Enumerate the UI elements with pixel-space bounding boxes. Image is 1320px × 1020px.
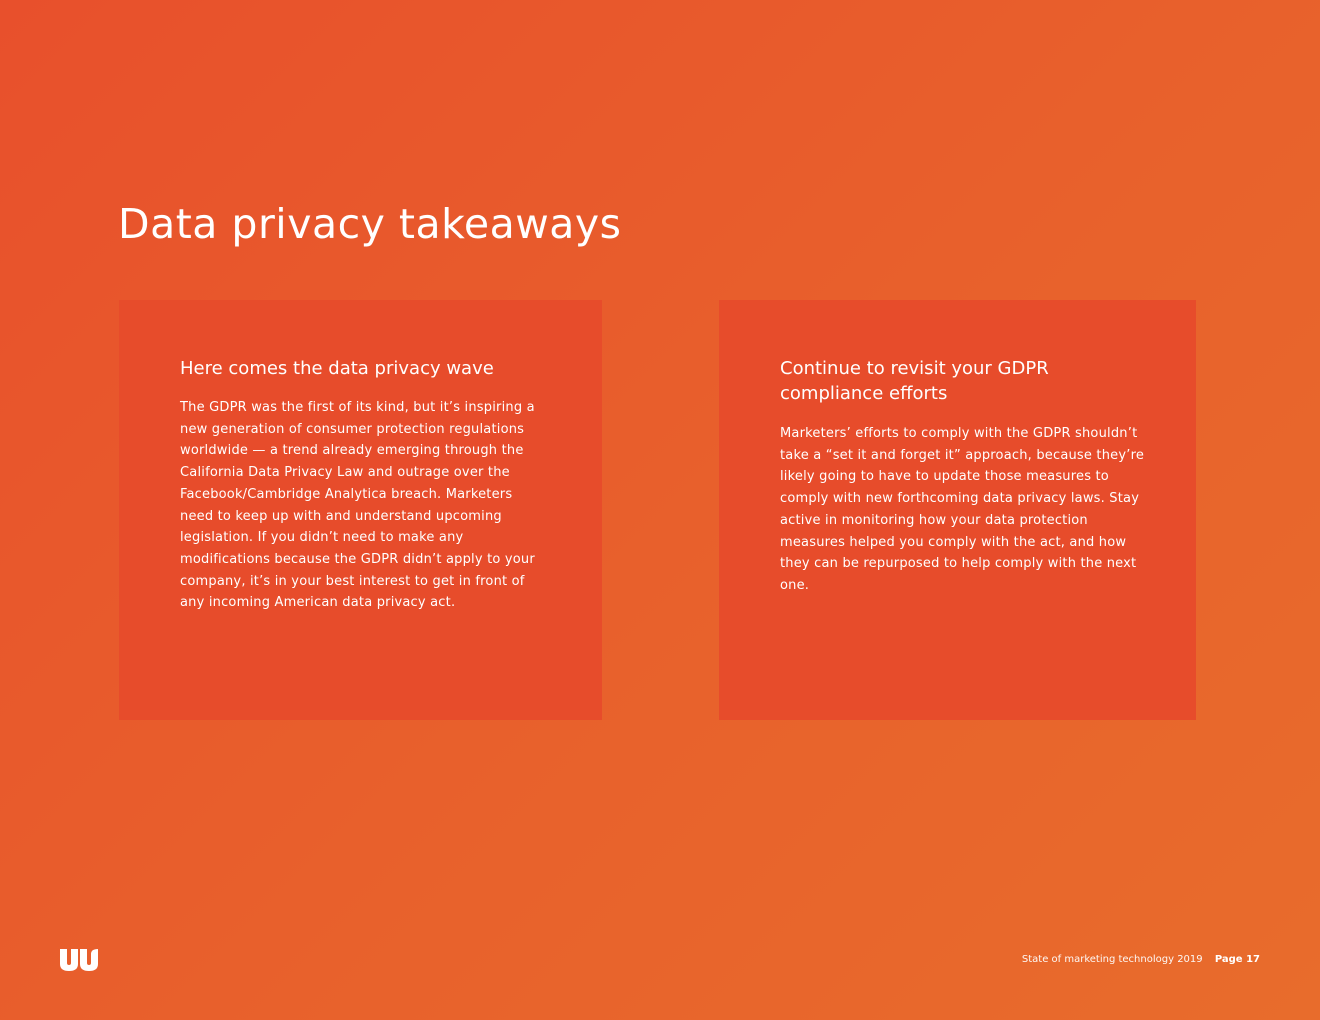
- takeaway-card-gdpr-compliance: [719, 300, 1196, 720]
- card-heading: Here comes the data privacy wave: [180, 358, 494, 379]
- card-content: [180, 356, 540, 614]
- takeaway-card-data-privacy-wave: [119, 300, 602, 720]
- card-body-text: The GDPR was the first of its kind, but it’s inspiring a new generation of consumer protection regulations worldwide — a trend already emerging through the California Data Privacy Law and outrage over the Facebook/Cambridge Analytica breach. Marketers need to keep up with and understand upcoming legislation. If you didn’t need to make any modifications because the GDPR didn’t apply to your company, it’s in your best interest to get in front of any incoming American data privacy act.: [180, 400, 535, 611]
- page-title: Data privacy takeaways: [118, 200, 622, 248]
- card-heading: Continue to revisit your GDPR compliance efforts: [780, 358, 1049, 404]
- brand-logo-icon: [60, 949, 98, 971]
- page-number: Page 17: [1214, 954, 1260, 965]
- card-content: [780, 356, 1145, 597]
- page-footer: [1022, 952, 1260, 968]
- card-body-text: Marketers’ efforts to comply with the GDPR shouldn’t take a “set it and forget it” approach, because they’re likely going to have to update those measures to comply with new forthcoming data privacy laws. Stay active in monitoring how your data protection measures helped you comply with the act, and how they can be repurposed to help comply with the next one.: [780, 426, 1145, 593]
- report-title: State of marketing technology 2019: [1021, 954, 1203, 965]
